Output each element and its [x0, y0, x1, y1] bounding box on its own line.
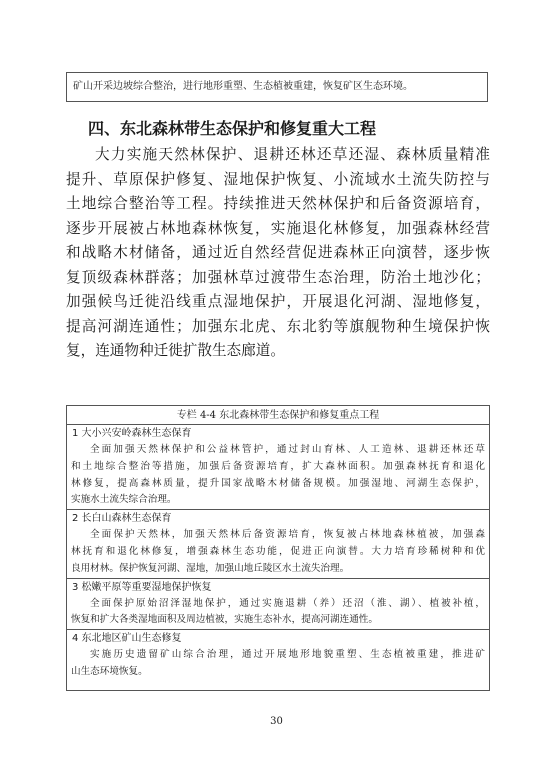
body-line: 和战略木材储备，通过近自然经营促进森林正向演替，逐步恢: [66, 244, 490, 261]
feature-section-line: 林修复，提高森林质量，提升国家战略木材储备规模。加强湿地、河湖生态保护，: [71, 477, 485, 489]
feature-section-line: 实施历史遗留矿山综合治理，通过开展地形地貌重塑、生态植被重建，推进矿: [90, 649, 485, 661]
feature-section-line: 和土地综合整治等措施，加强后备资源培育，扩大森林面积。加强森林抚育和退化: [71, 460, 485, 472]
feature-section-heading: 2 长白山森林生态保育: [72, 513, 172, 525]
section-heading: 四、东北森林带生态保护和修复重大工程: [88, 119, 377, 138]
feature-section-heading: 3 松嫩平原等重要湿地保护恢复: [72, 581, 212, 593]
body-line: 逐步开展被占林地森林恢复，实施退化林修复，加强森林经营: [66, 219, 490, 237]
feature-section-1: [67, 425, 489, 510]
feature-box: [66, 405, 490, 691]
body-line: 大力实施天然林保护、退耕还林还草还湿、森林质量精准: [95, 146, 490, 163]
feature-section-heading: 1 大小兴安岭森林生态保育: [72, 428, 192, 439]
feature-section-line: 林抚育和退化林修复，增强森林生态功能，促进正向演替。大力培育珍稀树种和优: [71, 545, 485, 557]
feature-section-4: [67, 630, 489, 681]
body-line: 加强候鸟迁徙沿线重点湿地保护，开展退化河湖、湿地修复，: [66, 293, 490, 310]
body-line: 复，连通物种迁徙扩散生态廊道。: [66, 342, 285, 359]
body-line: 提升、草原保护修复、湿地保护恢复、小流域水土流失防控与: [66, 170, 490, 188]
body-line: 提高河湖连通性；加强东北虎、东北豹等旗舰物种生境保护恢: [66, 317, 490, 335]
feature-section-line: 山生态环境恢复。: [71, 665, 148, 677]
feature-box-title: 专栏 4-4 东北森林带生态保护和修复重点工程: [67, 406, 489, 425]
feature-section-line: 恢复和扩大各类湿地面积及周边植被，实施生态补水，提高河湖连通性。: [71, 614, 378, 626]
feature-section-2: [67, 510, 489, 578]
feature-section-line: 良用材林。保护恢复河湖、湿地，加强山地丘陵区水土流失治理。: [71, 562, 350, 574]
page-number: 30: [270, 716, 283, 727]
feature-section-3: [67, 579, 489, 631]
feature-section-line: 全面保护原始沼泽湿地保护，通过实施退耕（养）还沼（淮、湖）、植被补植，: [90, 597, 485, 609]
body-line: 复顶级森林群落；加强林草过渡带生态治理，防治土地沙化；: [66, 268, 490, 286]
feature-section-line: 全面保护天然林，加强天然林后备资源培育，恢复被占林地森林植被，加强森: [90, 529, 485, 541]
feature-section-line: 全面加强天然林保护和公益林管护，通过封山育林、人工造林、退耕还林还草: [90, 444, 485, 455]
body-line: 土地综合整治等工程。持续推进天然林保护和后备资源培育，: [66, 195, 490, 212]
body-paragraph: [66, 143, 490, 364]
continued-box-fragment: [66, 72, 488, 102]
continued-box-text: 矿山开采边坡综合整治，进行地形重塑、生态植被重建，恢复矿区生态环境。: [73, 81, 413, 92]
feature-section-heading: 4 东北地区矿山生态修复: [72, 633, 182, 645]
feature-section-line: 实施水土流失综合治理。: [71, 494, 177, 506]
